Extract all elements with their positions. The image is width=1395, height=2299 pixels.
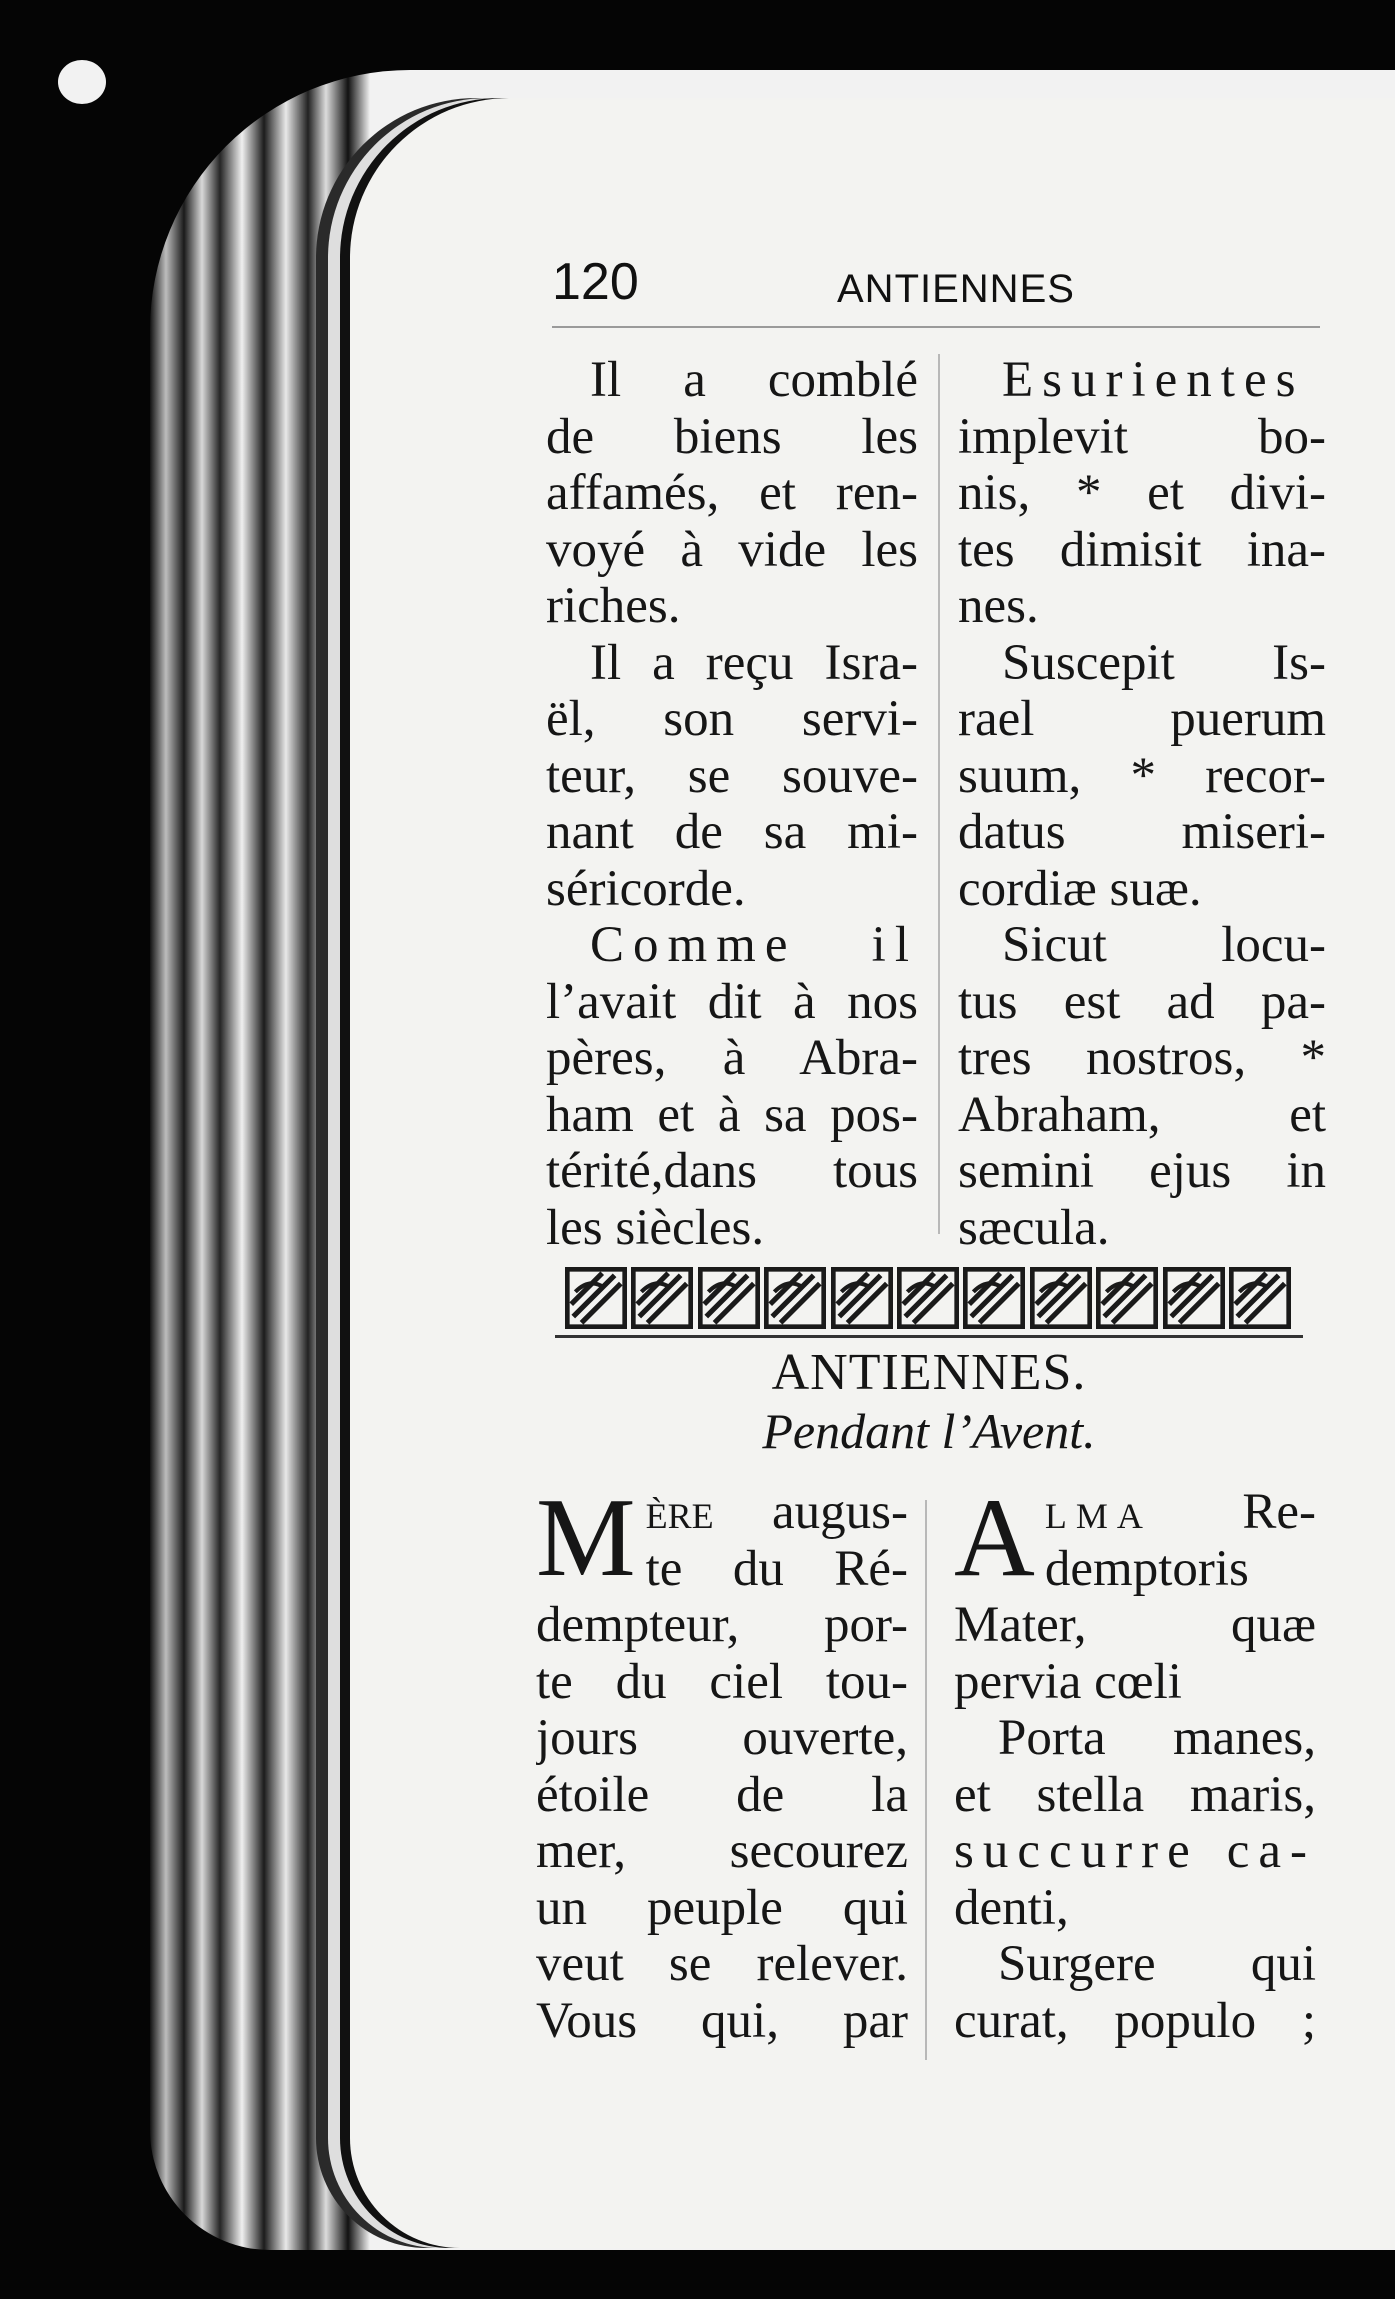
text-line: tres nostros, * (958, 1030, 1326, 1086)
ornament-tile (698, 1267, 760, 1329)
text-line: veut se relever. (536, 1936, 908, 1992)
text-line: teur, se souve- (546, 747, 918, 804)
text-line: Il a reçu Isra- (590, 634, 918, 691)
ornament-tile (764, 1267, 826, 1329)
text-line: suum, * recor- (958, 747, 1326, 804)
ornament-tile (565, 1267, 627, 1329)
text-line: Surgere qui (998, 1936, 1316, 1992)
text-line: denti, (954, 1879, 1069, 1936)
text-line: Vous qui, par (536, 1992, 908, 2049)
section-subtitle: Pendant l’Avent. (762, 1403, 1096, 1459)
text-line: les siècles. (546, 1199, 765, 1256)
dust-spot (58, 60, 106, 104)
text-line: nes. (958, 578, 1039, 634)
text-line: dempteur, por- (536, 1597, 908, 1653)
text-line: te du ciel tou- (536, 1653, 908, 1710)
section-rule (555, 1335, 1303, 1338)
text-line: nis, * et divi- (958, 465, 1326, 521)
ornament-tile (631, 1267, 693, 1329)
text-line: séricorde. (546, 860, 746, 917)
text-line: tes dimisit ina- (958, 521, 1326, 578)
text-line: Porta manes, (998, 1710, 1316, 1766)
french-text-column (546, 352, 918, 1262)
text-line: voyé à vide les (546, 521, 918, 578)
text-line: pères, à Abra- (546, 1030, 918, 1086)
text-line: demptoris (1044, 1540, 1249, 1597)
text-line: cordiæ suæ. (958, 860, 1202, 917)
text-line: curat, populo ; (954, 1992, 1316, 2049)
small-caps-word: lma (1044, 1484, 1152, 1540)
text-line: ham et à sa pos- (546, 1086, 918, 1143)
text-line: implevit bo- (958, 408, 1326, 465)
text-line: sæcula. (958, 1199, 1110, 1256)
text-line: affamés, et ren- (546, 465, 918, 521)
text-line: semini ejus in (958, 1143, 1326, 1199)
section-title: ANTIENNES. (771, 1344, 1087, 1401)
text-line: tus est ad pa- (958, 973, 1326, 1030)
text-line: mer, secourez (536, 1823, 908, 1879)
ornament-tile (1163, 1267, 1225, 1329)
text-line: te du Ré- (645, 1540, 908, 1597)
text-line: un peuple qui (536, 1879, 908, 1936)
text-line: Suscepit Is- (1002, 634, 1326, 691)
small-caps-word: ère (645, 1484, 714, 1540)
ornament-tile (1030, 1267, 1092, 1329)
page-header (552, 252, 1320, 328)
text-line: Esurientes (1002, 352, 1305, 408)
text-line: succurre ca- (954, 1823, 1316, 1879)
text-line: Mater, quæ (954, 1597, 1316, 1653)
text-line: riches. (546, 578, 681, 634)
latin-text-column (958, 352, 1326, 1262)
text-line: Il a comblé (590, 352, 918, 408)
text-line: Comme il (590, 917, 918, 973)
text-line: jours ouverte, (536, 1710, 908, 1766)
text-line: et stella maris, (954, 1766, 1316, 1823)
ornament-tile (897, 1267, 959, 1329)
ornament-tile (963, 1267, 1025, 1329)
text-line: pervia cœli (954, 1653, 1182, 1710)
french-antiphon-column (536, 1484, 908, 2054)
text-line: l’avait dit à nos (546, 973, 918, 1030)
running-title: ANTIENNES (837, 267, 1075, 311)
text-line: Abraham, et (958, 1086, 1326, 1143)
latin-antiphon-column (954, 1484, 1316, 2054)
text-line: Sicut locu- (1002, 917, 1326, 973)
text-line: ël, son servi- (546, 691, 918, 747)
ornament-tile (831, 1267, 893, 1329)
text-line: étoile de la (536, 1766, 908, 1823)
ornament-tile (1096, 1267, 1158, 1329)
text-fragment: Re- (1151, 1484, 1316, 1540)
text-line: rael puerum (958, 691, 1326, 747)
text-line: térité,dans tous (546, 1143, 918, 1199)
ornamental-band (565, 1267, 1291, 1329)
text-line: nant de sa mi- (546, 804, 918, 860)
drop-cap: M (536, 1484, 636, 1600)
column-divider (938, 354, 940, 1234)
text-line: de biens les (546, 408, 918, 465)
drop-cap: A (954, 1484, 1035, 1600)
page-number: 120 (552, 253, 639, 311)
column-divider (925, 1500, 927, 2060)
text-fragment: augus- (713, 1484, 908, 1540)
ornament-tile (1229, 1267, 1291, 1329)
text-line: datus miseri- (958, 804, 1326, 860)
